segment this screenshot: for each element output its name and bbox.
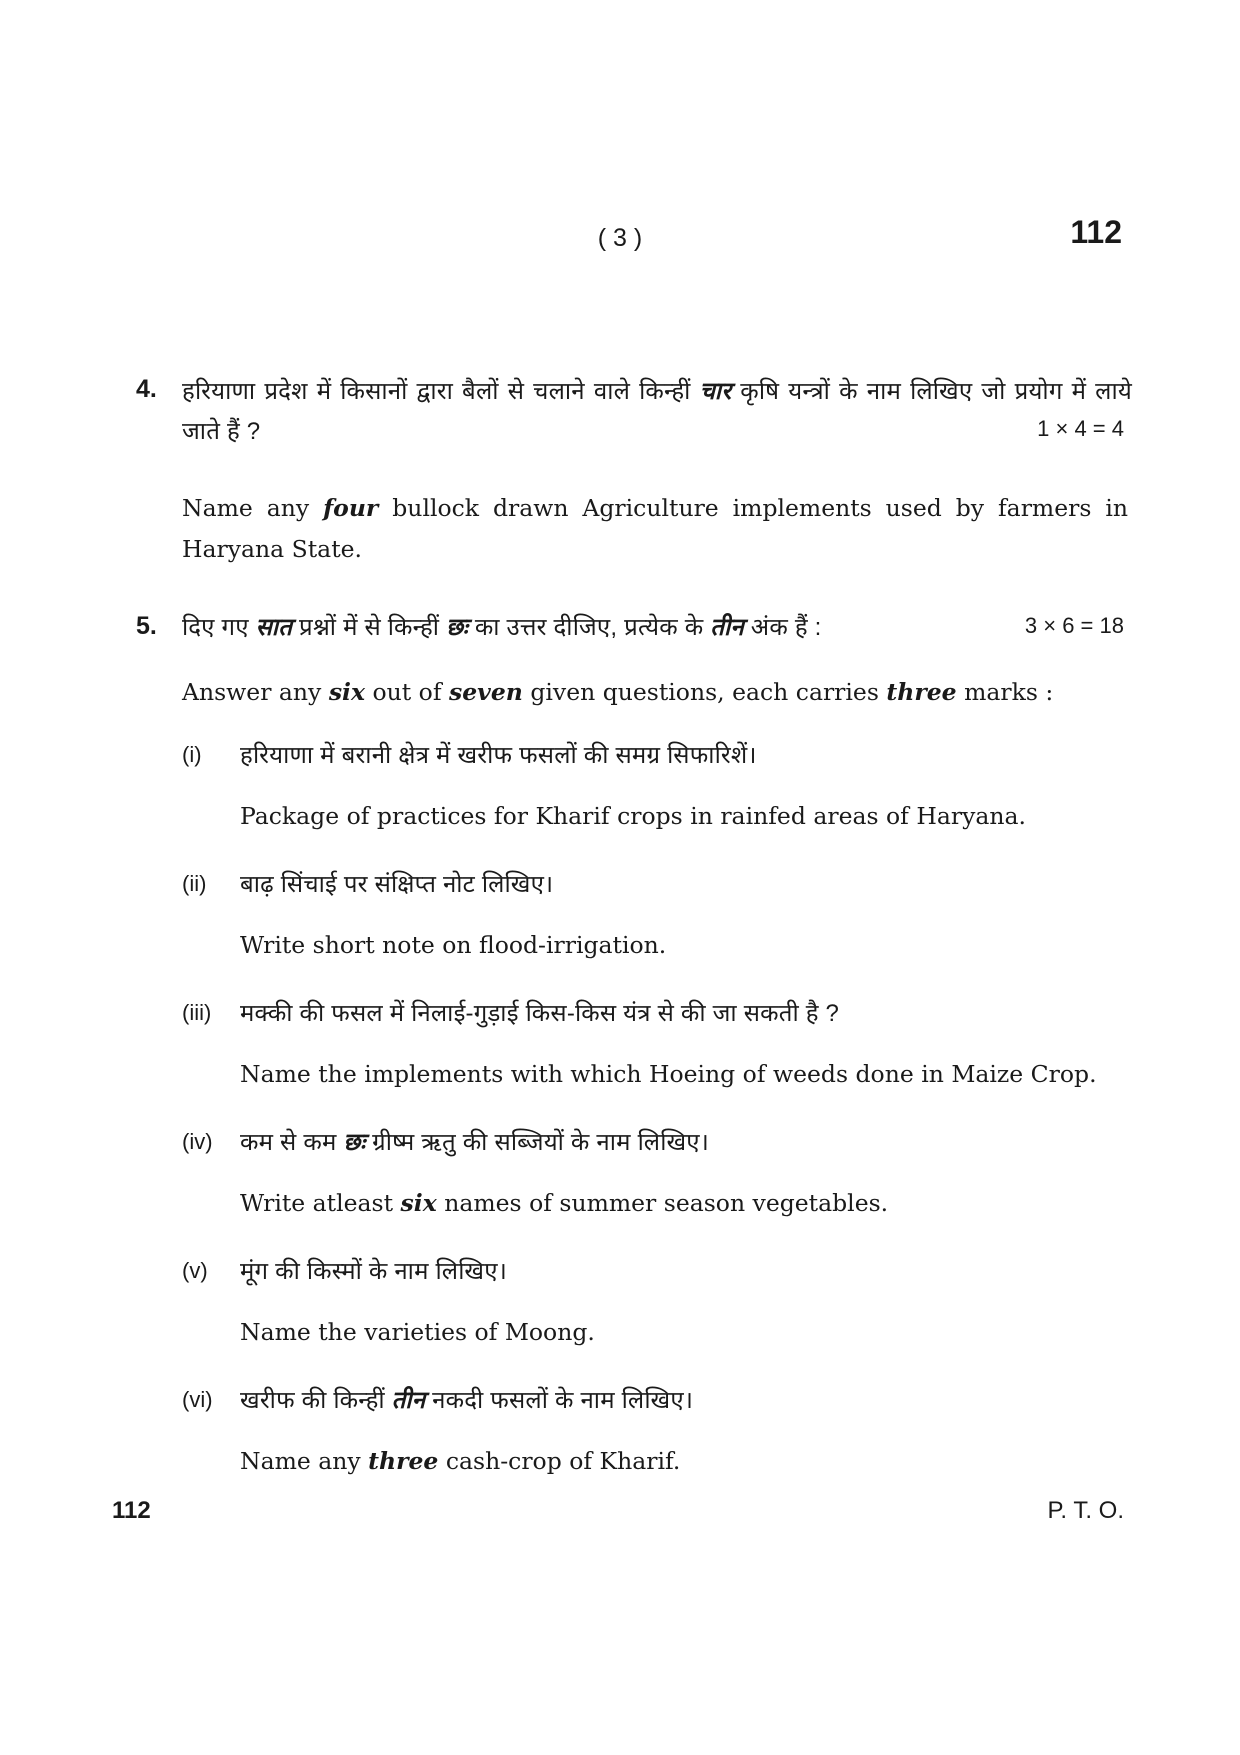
part-iv-hindi-text-a: कम से कम [240,1129,337,1156]
part-v-english: Name the varieties of Moong. [240,1318,595,1346]
question-5-english [182,672,1053,713]
part-vi-hindi [240,1383,693,1416]
q4-english-text-b: bullock drawn Agriculture implements used by farmers in Haryana State. [182,494,1128,563]
q5-english-emphasis-3: three [886,678,957,706]
q5-english-text-a: Answer any [182,678,322,706]
part-vi-hindi-emphasis: तीन [391,1387,426,1414]
q5-english-text-c: given questions, each carries [530,678,879,706]
part-v-label: (v) [182,1258,208,1283]
q5-english-text-b: out of [372,678,442,706]
q4-english-text-a: Name any [182,494,310,522]
pto-label: P. T. O. [1047,1497,1124,1524]
part-iv-english-emphasis: six [400,1189,437,1217]
q4-hindi-emphasis: चार [699,378,732,405]
part-iii-hindi: मक्की की फसल में निलाई-गुड़ाई किस-किस यंत्र से की जा सकती है ? [240,1000,840,1027]
part-vi-english-text-a: Name any [240,1447,361,1475]
part-vi-label: (vi) [182,1387,213,1412]
q5-hindi-text-b: प्रश्नों में से किन्हीं [298,614,440,641]
part-iv-english-text-a: Write atleast [240,1189,394,1217]
part-vi-hindi-text-b: नकदी फसलों के नाम लिखिए। [432,1387,694,1414]
paper-code-footer: 112 [112,1497,151,1524]
question-5-marks: 3 × 6 = 18 [1024,613,1124,638]
question-4-marks: 1 × 4 = 4 [1037,416,1124,441]
q5-hindi-text-a: दिए गए [182,614,249,641]
q5-english-emphasis-1: six [328,678,365,706]
paper-code-header: 112 [1070,214,1122,250]
part-iv-label: (iv) [182,1129,213,1154]
part-ii-english: Write short note on flood-irrigation. [240,931,667,959]
q5-english-text-d: marks : [964,678,1054,706]
part-i-english: Package of practices for Kharif crops in rainfed areas of Haryana. [240,802,1026,830]
q4-hindi-text-a: हरियाणा प्रदेश में किसानों द्वारा बैलों से चलाने वाले किन्हीं [182,378,691,405]
question-5-number: 5. [136,612,157,640]
question-5-hindi [182,610,822,643]
q5-hindi-emphasis-3: तीन [710,614,744,641]
part-vi-hindi-text-a: खरीफ की किन्हीं [240,1387,385,1414]
part-iv-hindi-emphasis: छः [343,1129,366,1156]
question-4-hindi [182,372,1132,452]
question-4-english [182,488,1128,570]
part-iv-english-text-b: names of summer season vegetables. [444,1189,889,1217]
part-iii-english: Name the implements with which Hoeing of weeds done in Maize Crop. [240,1060,1097,1088]
part-iv-hindi-text-b: ग्रीष्म ऋतु की सब्जियों के नाम लिखिए। [372,1129,710,1156]
q4-english-emphasis: four [323,494,379,522]
part-vi-english-text-b: cash-crop of Kharif. [445,1447,681,1475]
q5-hindi-text-d: अंक हैं : [750,614,822,641]
q5-english-emphasis-2: seven [449,678,523,706]
part-iv-hindi [240,1125,709,1158]
q4-hindi-text-b: कृषि यन्त्रों के नाम लिखिए जो प्रयोग में लाये जाते हैं ? [182,378,1132,445]
q5-hindi-text-c: का उत्तर दीजिए, प्रत्येक के [474,614,704,641]
q5-hindi-emphasis-2: छः [446,614,468,641]
part-ii-hindi: बाढ़ सिंचाई पर संक्षिप्त नोट लिखिए। [240,871,554,898]
question-4-number: 4. [136,375,157,403]
part-iv-english [240,1183,888,1224]
part-ii-label: (ii) [182,871,207,896]
part-iii-label: (iii) [182,1000,212,1025]
part-vi-english-emphasis: three [368,1447,439,1475]
page-number: ( 3 ) [597,224,643,252]
part-i-label: (i) [182,742,202,767]
part-vi-english [240,1441,680,1482]
q5-hindi-emphasis-1: सात [255,614,293,641]
part-v-hindi: मूंग की किस्मों के नाम लिखिए। [240,1258,508,1285]
part-i-hindi: हरियाणा में बरानी क्षेत्र में खरीफ फसलों की समग्र सिफारिशें। [240,742,757,769]
